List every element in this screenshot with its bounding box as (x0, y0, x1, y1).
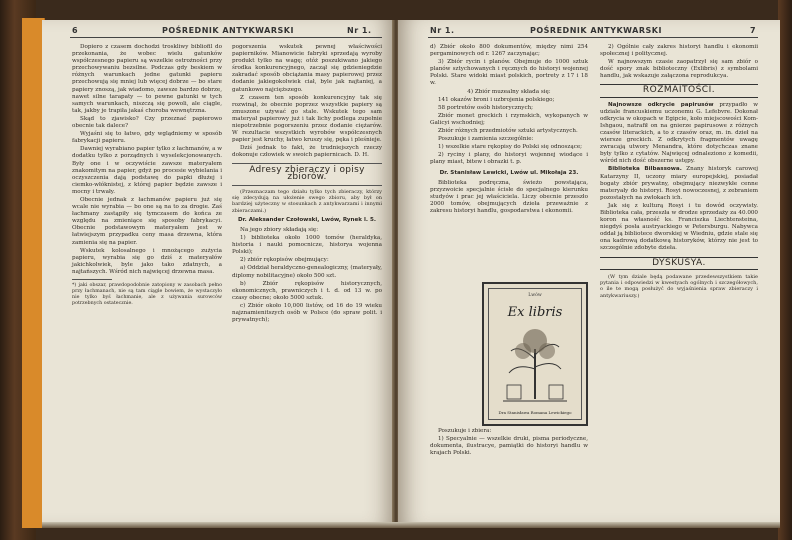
running-title-right: POŚREDNIK ANTYKWARSKI (530, 26, 662, 35)
paragraph: pogorszenia wskutek pewnej właściwości papierników. Mianowicie fabryki sprzedają wyroby produkt tylko na wagę; otóż poszukiwano jakiego środka konkurencyjnego, zaczął się gdzieniegdzie zakradać sposób obciążania masy papierowej przez dodanie jakiegokolwiek ciał, byle jak najtaniej, a gatunkowo najcięższego. (232, 44, 382, 93)
issue-number-left: Nr 1. (347, 26, 372, 35)
news-item-lead: Najnowsze odkrycie papirusów (608, 101, 714, 108)
bookplate-illustration (489, 289, 581, 419)
paragraph: Dopiero z czasem dochodzi troskliwy bibliofil do przekonania, że wobec wielu gatunków współczesnego papieru są wszelkie ostrożności przy przechowywaniu bezsilne. Podczas gdy beskiem w różnych warunkach jedne gatunki papieru przechowują się mniej lub więcej dobrze — bo stare papiery znoszą, jak wiadomo, zawsze bardzo dobrze, nawet silne tarapaty — to pewne gatunki w tych samych warunkach, niszczą się powoli, ale ciągle, tak, jakby je trapiła jakaś choroba wewnętrzna. (72, 44, 222, 114)
collector-line: c) Zbiór około 10,000 listów, od 16 do 19 wieku najznamienitszych osób w Polsce (do spraw polit. i prywatnych); (232, 302, 382, 324)
paragraph: 4) Zbiór muzealny składa się: (467, 88, 551, 95)
paragraph: 3) Zbiór rycin i planów. Obejmuje do 1000 sztuk planów sztychowanych i ręcznych do historyi wojennej Polski. Stare widoki miast polskich, portrety z 17 i 18 w. (430, 59, 588, 87)
right-column-1-bottom (430, 428, 588, 518)
bookplate-title: Ex libris (507, 305, 563, 320)
left-column-2 (232, 44, 382, 514)
paragraph: Zbiór monet greckich i rzymskich, wykopanych w Galicyi wschodniej; (430, 112, 588, 126)
book-binding-right (778, 0, 792, 540)
news-item-text: Jak się z kulturą Rosyi i tu dowód oczywisty. Biblioteka cała, przeszła w drodze sprzedaży za 40.000 koron na własność ks. Franciszka Liechtensteina, niegdyś posła austryackiego w Petersburgu. Nabywca oddał ją bibliotece dworskiej w Wiedniu, gdzie stale się ona kadrową dodatkową historyków, którzy nie jest to szczególnie zdobyte dzieła. (600, 202, 758, 252)
collector-line: a) Oddział heraldyczno-genealogiczny, (materyały, diplomy nobilitacyjne) około 500 szt. (232, 265, 382, 279)
paragraph: 2) ryciny i plany, do historyi wojennej wiodące i plany miast, bitew i obrazki t. p. (430, 152, 588, 166)
paragraph: Dziś jednak to fakt, że trudniejszych rzeczy dokonuje człowiek w swoich papiernicach. D. H. (232, 145, 382, 159)
section-title-rozmaitosci: ROZMAITOŚCI. (600, 84, 758, 97)
collector-line: b) Zbiór rękopisów historycznych, ekonomicznych, prawniczych i t. d. od 13 w. po czasy obecne; około 5000 sztuk. (232, 280, 382, 301)
paragraph: Obecnie jednak z łachmanów papieru już się wcale nie wyrabia — bo one są na to za drogie. Zaś łachmany zastąpiły się tymczasem do końca ze względu na zmieniące się sposoby fabrykacyi. Obecnie podstawowym materyałem jest w łatwiejszym przypadku ceny masa drzewna, która zamienia się na papier. (72, 196, 222, 246)
page-number-left: 6 (72, 26, 79, 35)
collector-line: 1) biblioteka około 1000 tomów (heraldyka, historia i nauki pomocnicze, historya wojenna Polski); (232, 235, 382, 256)
news-item (600, 166, 758, 201)
paragraph: Skąd to zjawisko? Czy przeznać papierowo obecnie tak dalece? (72, 115, 222, 130)
news-item-text: przypadło w udziale francuskiemu uczonemu G. Lefebvre. Dokonał odkrycia w okopach w Egipcie, koło miejscowości Kom-Ishgaou, natrafił on na gnierze papirusowe z różnych czasów literackich, a to z czasów oraz, m. in. dzieł na wiersze greckich. Z odkrytych fragmentów uwagę zwracają utwory Menandra, które dotychczas znane były tylko z cytatów. Najwięcej odnaleziono z komedii, wśród nich dość obszerne ustępy. (600, 101, 758, 165)
collector-name: Dr. Aleksander Czołowski, Lwów, Rynek l. 5. (238, 216, 376, 223)
paragraph: Zbiór różnych przedmiotów sztuki artystycznych. (438, 128, 578, 135)
paragraph: Poszukuje i zbiera: (438, 428, 492, 434)
news-item-lead: Biblioteka Bilbassowa. (608, 166, 682, 173)
section-rule (232, 185, 382, 186)
bookplate-header: Lwów (528, 293, 542, 298)
page-number-right: 7 (750, 26, 757, 35)
paragraph: W najnowszym czasie zaopatrzył się sam zbiór o dość spory znak biblioteczny (Exlibris) z symbolami handlu, jak wskazuje załączona reprodukcya. (600, 59, 758, 80)
dyskusya-intro: (W tym dziale będą podawane przedewszystkiem takie pytania i odpowiedzi w kwestyach ogólnych i szczegółowych, o ile te mogą posłużyć do wyjaśnienia spraw zbieraczy i antykwariuszy.) (600, 273, 758, 299)
paragraph: Z czasem ten sposób konkurencyjny tak się rozwinął, że obecnie poprzez wszystkie papiery są zmuszone używać go stale. Wskutek tego sam materyał papierowy już i tak lichy podlega zupełnie niepotrzebnie pogorszeniu przez dodanie ciężarów. W rezultacie wszystkich wyrobów współczesnych papier jest kruchy, łatwo kruszy się, pęka i pleśnieje. (232, 94, 382, 144)
collector-line: Na jego zbiory składają się: (240, 226, 319, 233)
right-page (398, 20, 780, 525)
footnote-rule (72, 279, 112, 280)
news-item (600, 203, 758, 253)
header-rule-left (70, 37, 382, 38)
footnote: *) jaki obszar, prawdopodobnie zatopiony w zasobach pełno przy łachmanach, nie są tam ciągle bowiem, że wystaczyło nie tylko byś łachmanie, ale z używania surowców potrzebnych ostatecznie. (72, 283, 222, 306)
paragraph: Wyjaśni się to łatwo, gdy wglądniemy w sposób fabrykacji papieru. (72, 131, 222, 145)
paragraph: Wskutek kolosalnego i mnożącego zużycia papieru, wyrabia się go dziś z materyałów jakichkolwiek, byle jako tako zdatnych, a najtańszych. Wśród nich najwięcej drzewna masa. (72, 247, 222, 275)
paragraph: Poszukuje i zamienia szczególnie: (438, 136, 534, 143)
news-item-text: Znany historyk carowej Katarzyny II, uczony miary europejskiej, posiadał bogaty zbiór prywatny, obejmujący niezwykłe cenne materyały do historyi. Rosyi nowoczesnej, z zebraniem pozostałych na zwłokach ich. (600, 166, 759, 201)
right-column-2 (600, 44, 758, 514)
section-intro: (Przeznaczam tego działu tylko tych zbieraczy, którzy się zdecydują na ułożenie swego zbioru, aby był on bardziej użyteczny w stosunkach z antykwarzami i innymi zbieraczami.) (232, 188, 382, 214)
paragraph: 58 portretów osób historycznych; (438, 104, 534, 111)
section-rule (232, 163, 382, 164)
ex-libris-bookplate (482, 282, 588, 426)
section-title-dyskusya: DYSKUSYA. (600, 257, 758, 270)
paragraph: 1) wszelkie stare rękopisy do Polski się odnoszące; (438, 144, 583, 151)
left-page (42, 20, 394, 525)
bookplate-frame (488, 288, 582, 420)
collector-name-2: Dr. Stanisław Lewicki, Lwów ul. Mikołaja 23. (439, 169, 579, 176)
bookplate-owner: Dra Stanisława Romana Lewickiego (498, 410, 572, 415)
paragraph: 1) Specyalnie — wszelkie druki, pisma periodyczne, dokumenta, ilustracye, pamiątki do historyi handlu w krajach Polski. (430, 436, 588, 457)
paragraph: 2) Ogólnie cały zakres historyi handlu i ekonomii społecznej i politycznej. (600, 44, 758, 58)
running-title-left: POŚREDNIK ANTYKWARSKI (162, 26, 294, 35)
paragraph: Dawniej wyrabiano papier tylko z łachmanów, a w dodatku tylko z porządnych i wyselekcjonowanych. Były one i w oczywiście zawsze materyałem znakomitym na papier, gdyż po procesie wybielania i oczyszczenia dają podstawę do papki dłużej i ciemko-włóknistej, z której papier będzie zawsze i mocny i trwały. (72, 146, 222, 195)
paragraph: d) Zbiór około 800 dokumentów, między nimi 254 pergaminowych od r. 1267 zaczynając; (430, 44, 588, 58)
issue-number-right: Nr 1. (430, 26, 455, 35)
left-column-1 (72, 44, 222, 514)
paragraph: Biblioteka podręczna, świeżo powstająca, przyzwoicie specjalnie ścisłe do specjalnego kierunku studyów i prac jej właściciela. Liczy obecnie przeszło 2000 tomów, obejmujących dzieła przeważnie z zakresu historyi handlu, gospodarstwa i ekonomii. (430, 179, 588, 214)
collector-line: 2) zbiór rękopisów obejmujący: (240, 257, 329, 264)
news-item (600, 102, 758, 166)
header-rule-right (428, 37, 758, 38)
section-title-collectors: Adresy zbieraczy i opisy zbiorów. (249, 164, 365, 182)
paragraph: 141 okazów broni i uzbrojenia polskiego; (438, 96, 555, 103)
page-edges (42, 522, 780, 528)
